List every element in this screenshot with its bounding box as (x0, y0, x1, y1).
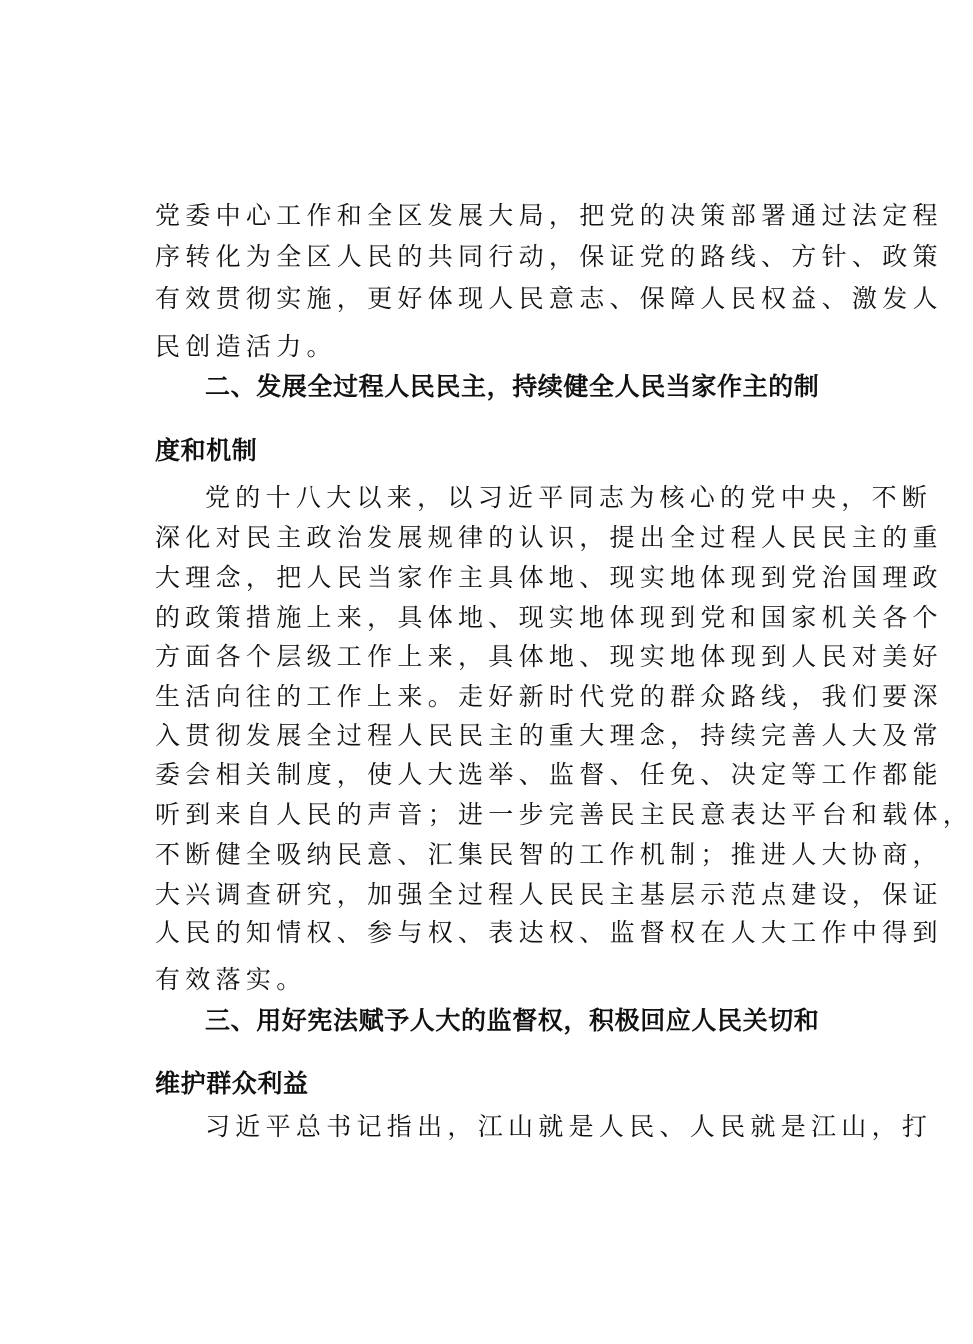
paragraph-line: 党委中心工作和全区发展大局，把党的决策部署通过法定程 (155, 201, 943, 230)
paragraph-line: 有效贯彻实施，更好体现人民意志、保障人民权益、激发人 (155, 284, 943, 313)
paragraph-line: 方面各个层级工作上来，具体地、现实地体现到人民对美好 (155, 642, 943, 671)
paragraph-line: 深化对民主政治发展规律的认识，提出全过程人民民主的重 (155, 523, 943, 552)
paragraph-line: 生活向往的工作上来。走好新时代党的群众路线，我们要深 (155, 682, 943, 711)
paragraph-line: 入贯彻发展全过程人民民主的重大理念，持续完善人大及常 (155, 721, 943, 750)
paragraph-line: 序转化为全区人民的共同行动，保证党的路线、方针、政策 (155, 242, 943, 271)
section-heading-3-line-1: 三、用好宪法赋予人大的监督权，积极回应人民关切和 (205, 1006, 820, 1035)
section-heading-2-line-2: 度和机制 (155, 436, 258, 465)
paragraph-line: 大理念，把人民当家作主具体地、现实地体现到党治国理政 (155, 563, 943, 592)
paragraph-line: 党的十八大以来，以习近平同志为核心的党中央，不断 (205, 483, 933, 512)
section-heading-3-line-2: 维护群众利益 (155, 1069, 309, 1098)
paragraph-line: 委会相关制度，使人大选举、监督、任免、决定等工作都能 (155, 760, 943, 789)
section-heading-2-line-1: 二、发展全过程人民民主，持续健全人民当家作主的制 (205, 372, 820, 401)
paragraph-line: 听到来自人民的声音；进一步完善民主民意表达平台和载体， (155, 800, 973, 829)
paragraph-line: 的政策措施上来，具体地、现实地体现到党和国家机关各个 (155, 603, 943, 632)
paragraph-line: 有效落实。 (155, 965, 307, 994)
paragraph-line: 民创造活力。 (155, 332, 337, 361)
paragraph-line: 人民的知情权、参与权、表达权、监督权在人大工作中得到 (155, 918, 943, 947)
paragraph-line: 大兴调查研究，加强全过程人民民主基层示范点建设，保证 (155, 880, 943, 909)
paragraph-line: 不断健全吸纳民意、汇集民智的工作机制；推进人大协商， (155, 840, 943, 869)
paragraph-line: 习近平总书记指出，江山就是人民、人民就是江山，打 (205, 1112, 933, 1141)
